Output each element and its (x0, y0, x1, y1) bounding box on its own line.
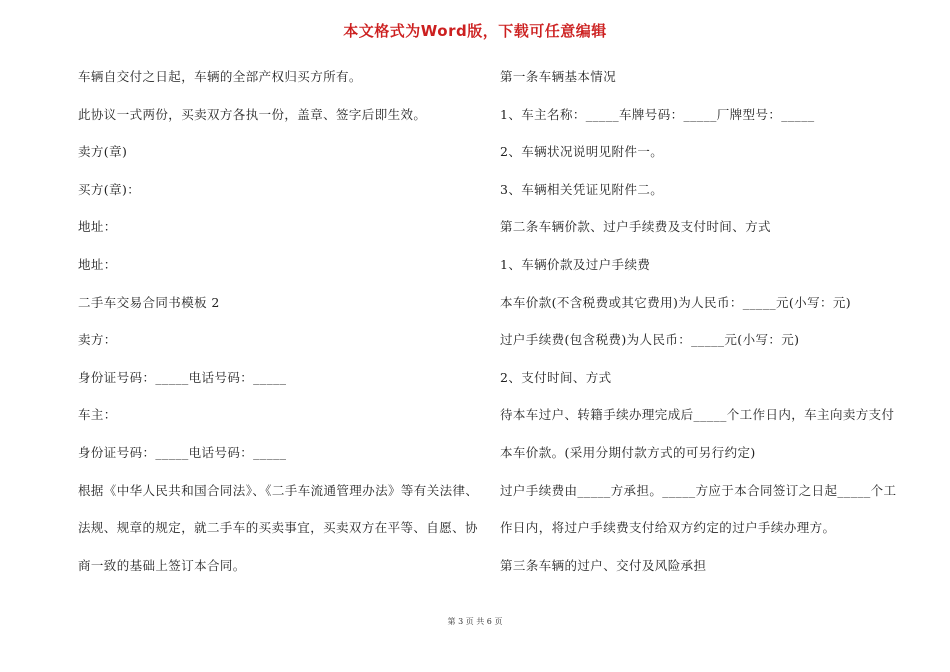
word-format-banner: 本文格式为Word版，下载可任意编辑 (343, 22, 607, 40)
text-line: 车主： (78, 407, 117, 423)
text-line: 买方(章)： (78, 181, 141, 197)
text-line: 2、支付时间、方式 (500, 369, 612, 385)
text-line: 地址： (78, 256, 117, 272)
page-number-footer: 第 3 页 共 6 页 (447, 617, 503, 626)
text-line: 过户手续费(包含税费)为人民币：_____元(小写：元) (500, 332, 800, 348)
text-line: 本车价款。(采用分期付款方式的可另行约定) (500, 444, 756, 460)
text-line: 身份证号码：_____电话号码：_____ (78, 369, 287, 385)
text-line: 卖方(章) (78, 144, 128, 160)
text-line: 卖方： (78, 332, 117, 348)
section-heading: 第二条车辆价款、过户手续费及支付时间、方式 (500, 219, 771, 235)
section-heading: 二手车交易合同书模板 2 (78, 294, 220, 310)
text-line: 地址： (78, 219, 117, 235)
text-line: 待本车过户、转籍手续办理完成后_____个工作日内，车主向卖方支付 (500, 407, 895, 423)
text-line: 3、车辆相关凭证见附件二。 (500, 181, 664, 197)
left-text-column (78, 58, 478, 584)
text-line: 车辆自交付之日起，车辆的全部产权归买方所有。 (78, 69, 362, 84)
text-line: 法规、规章的规定，就二手车的买卖事宜，买卖双方在平等、自愿、协 (78, 520, 478, 536)
text-line: 2、车辆状况说明见附件一。 (500, 144, 664, 160)
text-line: 身份证号码：_____电话号码：_____ (78, 444, 287, 460)
text-line: 1、车辆价款及过户手续费 (500, 256, 651, 272)
text-line: 过户手续费由_____方承担。_____方应于本合同签订之日起_____个工 (500, 482, 897, 498)
text-line: 1、车主名称：_____车牌号码：_____厂牌型号：_____ (500, 106, 815, 122)
text-line: 本车价款(不含税费或其它费用)为人民币：_____元(小写：元) (500, 294, 852, 310)
text-line: 作日内，将过户手续费支付给双方约定的过户手续办理方。 (500, 520, 836, 536)
text-line: 根据《中华人民共和国合同法》、《二手车流通管理办法》等有关法律、 (78, 482, 479, 498)
section-heading: 第一条车辆基本情况 (500, 69, 617, 84)
text-line: 此协议一式两份，买卖双方各执一份，盖章、签字后即生效。 (78, 106, 427, 122)
text-line: 商一致的基础上签订本合同。 (78, 557, 246, 573)
right-text-column (500, 58, 900, 584)
section-heading: 第三条车辆的过户、交付及风险承担 (500, 557, 707, 573)
